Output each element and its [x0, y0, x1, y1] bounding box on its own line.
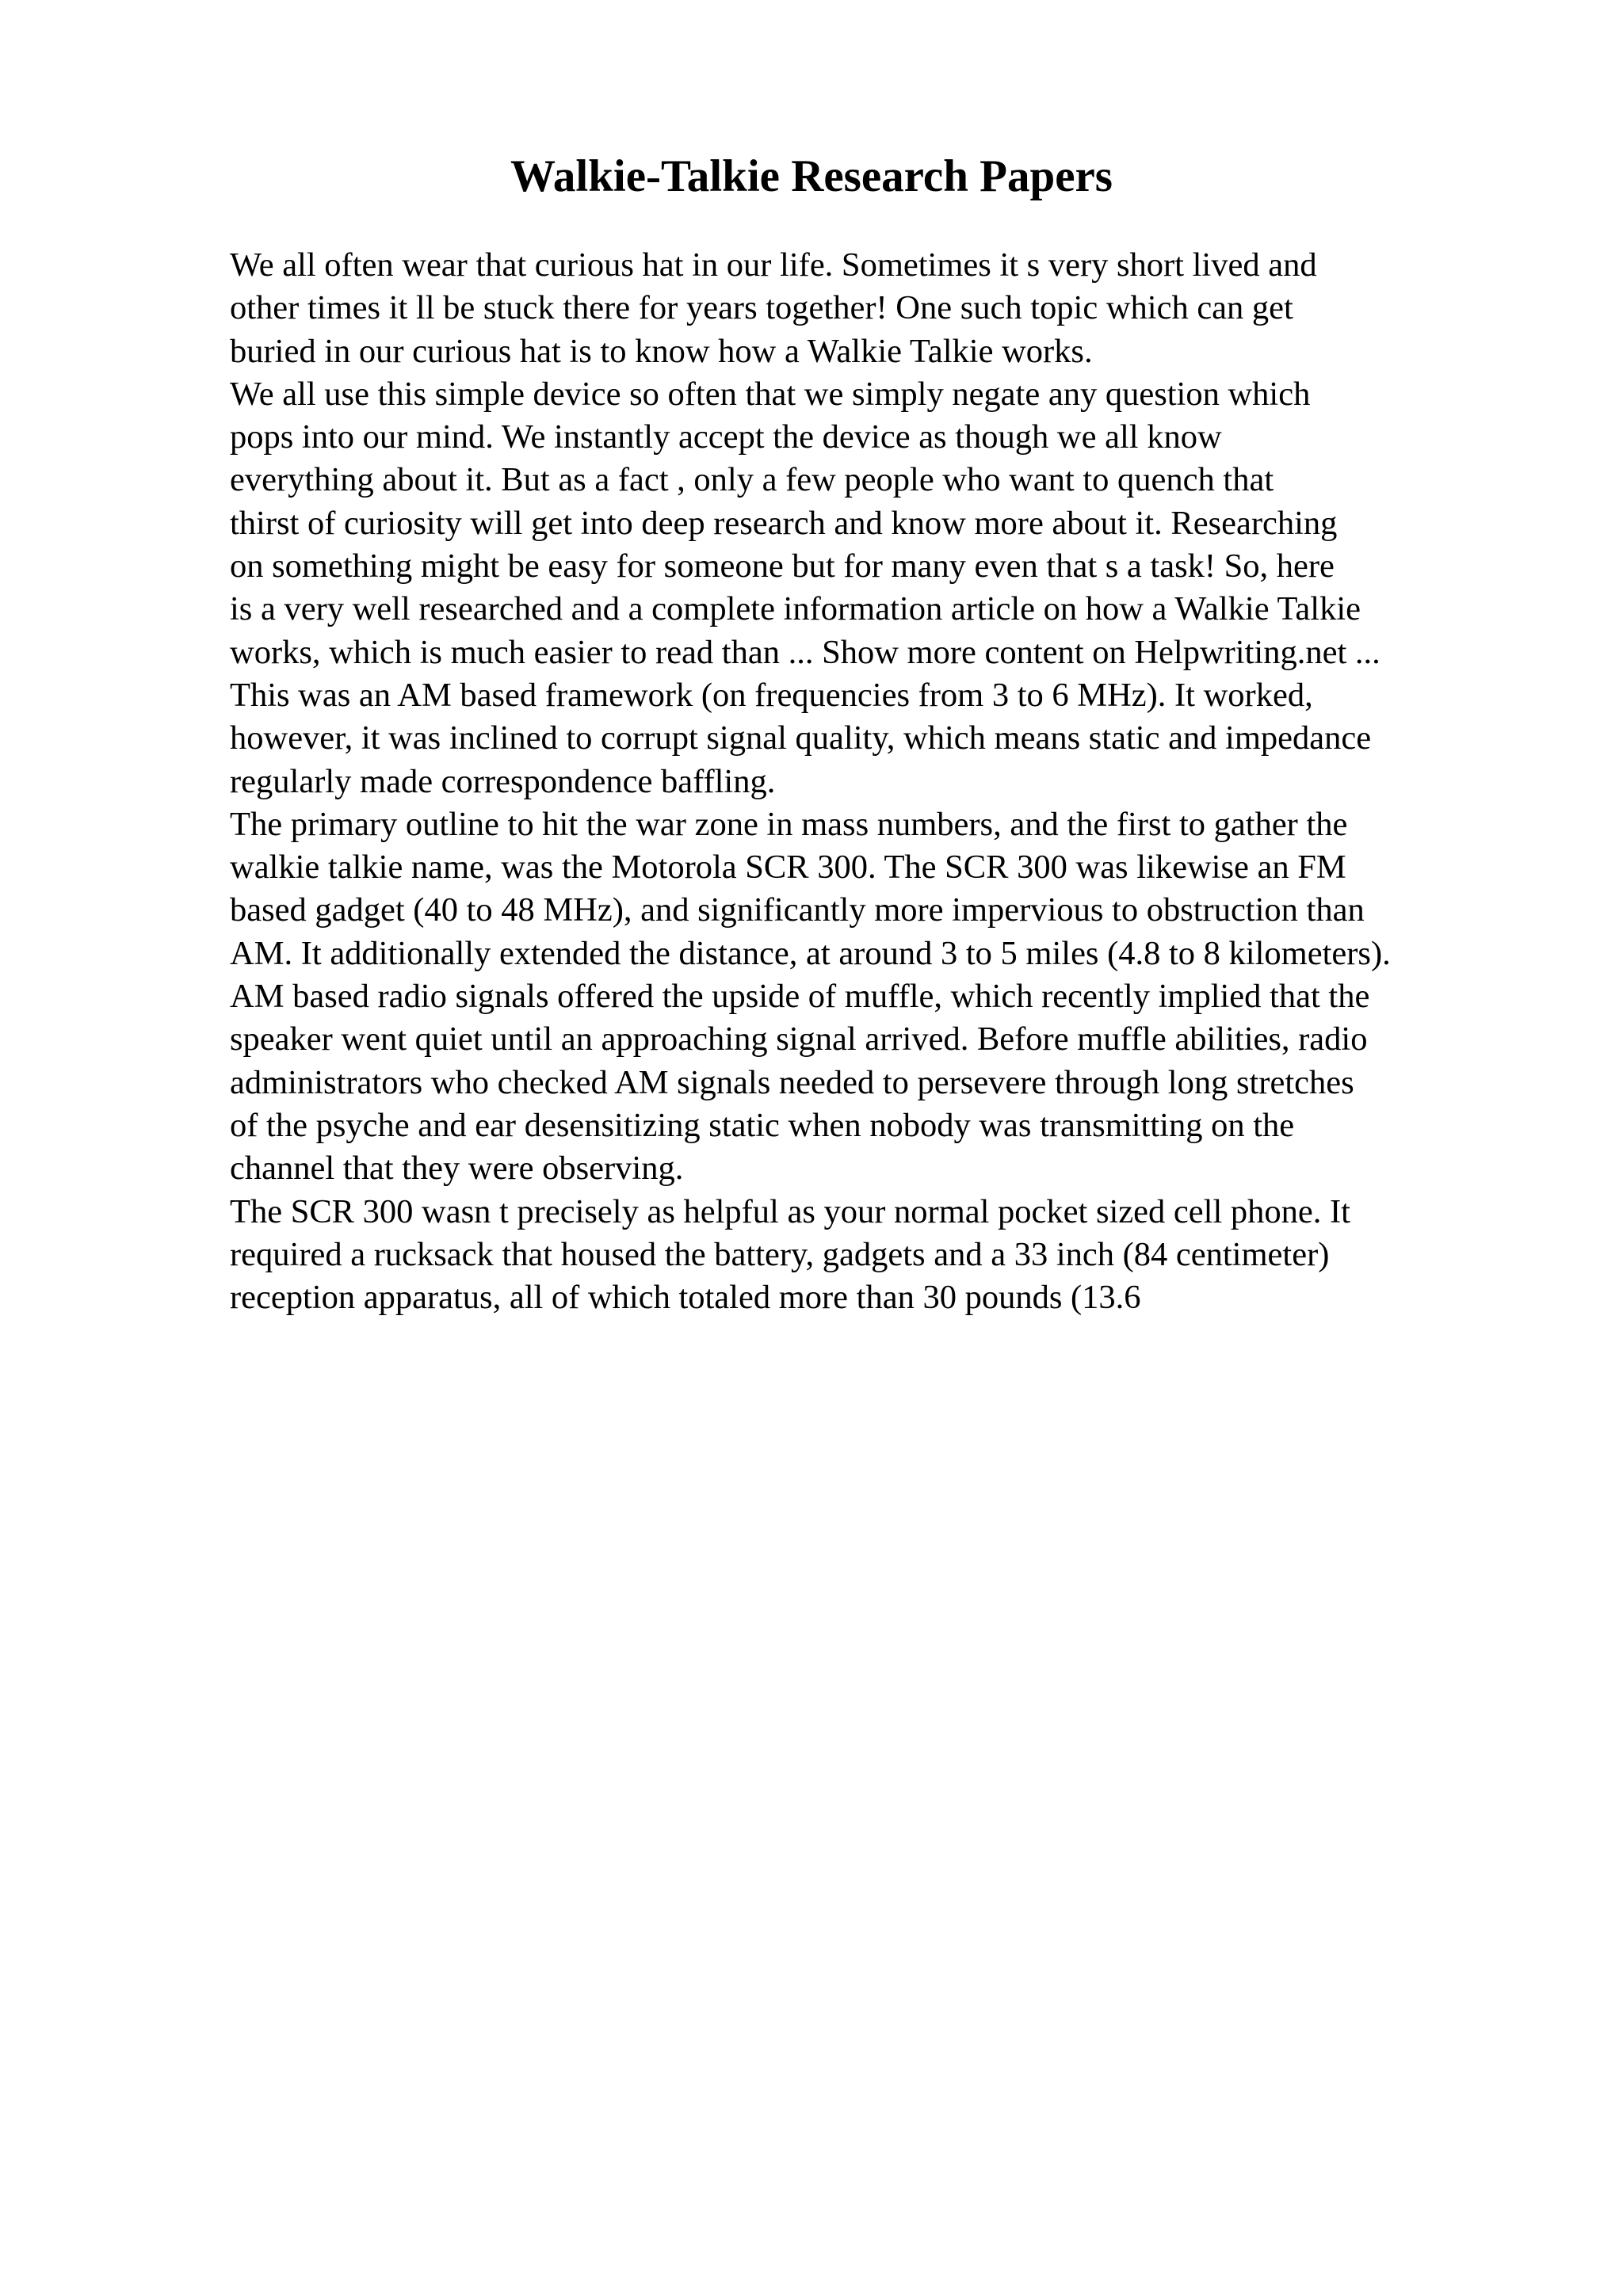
text-line: We all often wear that curious hat in our life. Sometimes it s very short lived and — [230, 246, 1317, 284]
text-line: required a rucksack that housed the battery, gadgets and a 33 inch (84 centimeter) — [230, 1235, 1330, 1273]
text-line: however, it was inclined to corrupt signal quality, which means static and impedance — [230, 719, 1372, 757]
text-line: administrators who checked AM signals needed to persevere through long stretches — [230, 1063, 1354, 1101]
text-line: This was an AM based framework (on frequencies from 3 to 6 MHz). It worked, — [230, 676, 1313, 714]
text-line: everything about it. But as a fact , only a few people who want to quench that — [230, 461, 1274, 499]
text-line: on something might be easy for someone but for many even that s a task! So, here — [230, 547, 1335, 585]
text-line: buried in our curious hat is to know how a Walkie Talkie works. — [230, 332, 1093, 370]
text-line: AM. It additionally extended the distance, at around 3 to 5 miles (4.8 to 8 kilometers). — [230, 934, 1391, 972]
text-line: based gadget (40 to 48 MHz), and significantly more impervious to obstruction than — [230, 891, 1365, 929]
text-line: The primary outline to hit the war zone in mass numbers, and the first to gather the — [230, 805, 1348, 843]
page-title: Walkie-Talkie Research Papers — [510, 151, 1113, 201]
text-line: works, which is much easier to read than ... Show more content on Helpwriting.net ... — [230, 633, 1381, 671]
text-line: regularly made correspondence baffling. — [230, 762, 776, 800]
body-text — [230, 244, 1609, 1319]
text-line: channel that they were observing. — [230, 1150, 684, 1188]
text-line: walkie talkie name, was the Motorola SCR 300. The SCR 300 was likewise an FM — [230, 849, 1346, 887]
text-line: speaker went quiet until an approaching signal arrived. Before muffle abilities, radio — [230, 1020, 1368, 1058]
text-line: of the psyche and ear desensitizing static when nobody was transmitting on the — [230, 1106, 1295, 1144]
text-line: other times it ll be stuck there for years together! One such topic which can get — [230, 289, 1293, 327]
text-line: pops into our mind. We instantly accept the device as though we all know — [230, 418, 1222, 456]
text-line: thirst of curiosity will get into deep research and know more about it. Researching — [230, 504, 1338, 542]
text-line: is a very well researched and a complete information article on how a Walkie Talkie — [230, 590, 1361, 628]
text-line: reception apparatus, all of which totaled more than 30 pounds (13.6 — [230, 1279, 1141, 1317]
text-line: The SCR 300 wasn t precisely as helpful as your normal pocket sized cell phone. It — [230, 1192, 1350, 1230]
text-line: AM based radio signals offered the upside of muffle, which recently implied that the — [230, 978, 1370, 1016]
text-line: We all use this simple device so often that we simply negate any question which — [230, 375, 1311, 413]
